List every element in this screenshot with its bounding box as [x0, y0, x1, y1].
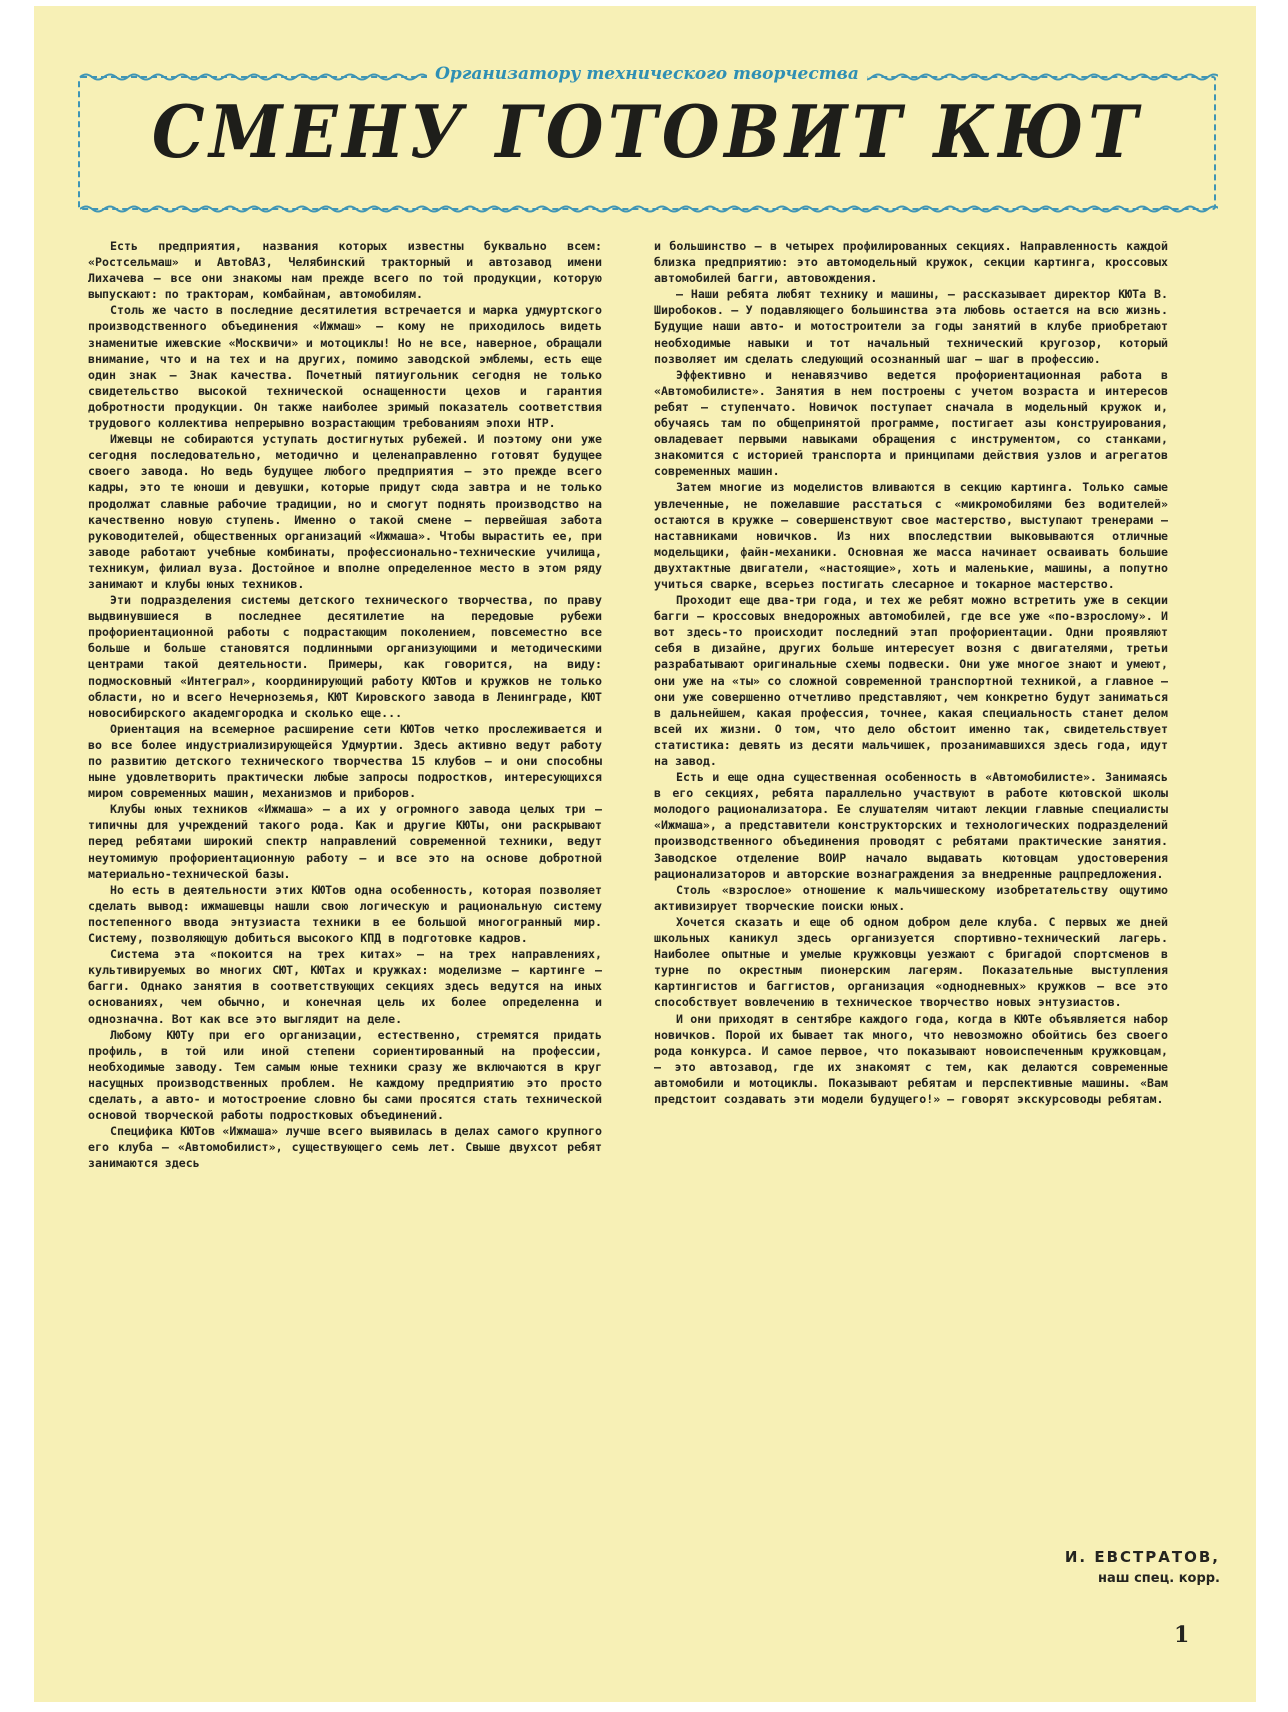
paragraph: Система эта «покоится на трех китах» — на трех направлениях, культивируемых во многих СЮТ, КЮТах и кружках: моделизме — картинге — багги. Однако занятия в соответствующих секциях здесь ведутся на иных основаниях, чем обычно, и конечная цель их более определенна и однозначна. Вот как все это выглядит на деле. [88, 947, 602, 1026]
paragraph: Столь «взрослое» отношение к мальчишескому изобретательству ощутимо активизирует творческие поиски юных. [654, 882, 1168, 913]
paragraph: Хочется сказать и еще об одном добром деле клуба. С первых же дней школьных каникул здесь организуется спортивно-технический лагерь. Наиболее опытные и умелые кружковцы уезжают с бригадой спортсменов в турне по окрестным пионерским лагерям. Показательные выступления картингистов и баггистов, организация «однодневных» кружков — все это способствует вовлечению в техническое творчество новых энтузиастов. [654, 914, 1168, 1010]
author-signature [854, 1546, 1220, 1590]
article-header-frame [78, 64, 1216, 210]
paragraph: Специфика КЮТов «Ижмаша» лучше всего выявилась в делах самого крупного его клуба — «Автомобилист», существующего семь лет. Свыше двухсот ребят занимаются здесь [88, 1124, 602, 1171]
paragraph: — Наши ребята любят технику и машины, — рассказывает директор КЮТа В. Широбоков. — У подавляющего большинства эта любовь остается на всю жизнь. Будущие наши авто- и мотостроители за годы занятий в клубе приобретают необходимые навыки и тот начальный технический кругозор, который позволяет им сделать следующий осознанный шаг — шаг в профессию. [654, 287, 1168, 366]
paragraph: Проходит еще два-три года, и тех же ребят можно встретить уже в секции багги — кроссовых внедорожных автомобилей, где все уже «по-взрослому». И вот здесь-то происходит последний этап профориентации. Одни проявляют себя в дизайне, других больше интересует возня с двигателями, третьи разрабатывают оригинальные схемы подвески. Они уже многое знают и умеют, они уже на «ты» со сложной современной транспортной техникой, а главное — они уже совершенно отчетливо представляют, чем конкретно будут заниматься в дальнейшем, какая профессия, точнее, какая специальность станет делом всей их жизни. О том, что дело обстоит именно так, свидетельствует статистика: девять из десяти мальчишек, прозанимавшихся здесь года, идут на завод. [654, 593, 1168, 768]
paragraph: Эти подразделения системы детского технического творчества, по праву выдвинувшиеся в последнее десятилетие на передовые рубежи профориентационной работы с подрастающим поколением, повсеместно все больше и больше становятся подлинными организующими и методическими центрами такой деятельности. Примеры, как говорится, на виду: подмосковный «Интеграл», координирующий работу КЮТов и кружков не только области, но и всего Нечерноземья, КЮТ Кировского завода в Ленинграде, КЮТ новосибирского академгородка и сколько еще... [88, 593, 602, 720]
author-name: И. ЕВСТРАТОВ, [1064, 1548, 1220, 1566]
paragraph-continuation: и большинство — в четырех профилированных секциях. Направленность каждой близка предприятию: это автомодельный кружок, секции картинга, кроссовых автомобилей багги, автовождения. [654, 239, 1168, 286]
page-number: 1 [1174, 1622, 1190, 1648]
rubric-title: Организатору технического творчества [427, 64, 867, 84]
rubric-line [80, 64, 1214, 84]
header-bottom-ornament [80, 204, 1218, 214]
magazine-page [34, 6, 1256, 1702]
paragraph: Клубы юных техников «Ижмаша» — а их у огромного завода целых три — типичны для учреждений такого рода. Как и другие КЮТы, они раскрывают перед ребятами широкий спектр направлений современной техники, ведут неутомимую профориентационную работу — и все это на основе добротной материально-технической базы. [88, 802, 602, 881]
author-title: наш спец. корр. [1098, 1571, 1220, 1586]
paragraph: Ориентация на всемерное расширение сети КЮТов четко прослеживается и во все более индустриализирующейся Удмуртии. Здесь активно ведут работу по развитию детского технического творчества 15 клубов — и они способны ныне удовлетворить практически любые запросы подростков, интересующихся миром современных машин, механизмов и приборов. [88, 721, 602, 801]
paragraph: Есть предприятия, названия которых известны буквально всем: «Ростсельмаш» и АвтоВАЗ, Челябинский тракторный и автозавод имени Лихачева — все они знакомы нам прежде всего по той продукции, которую выпускают: по тракторам, комбайнам, автомобилям. [88, 239, 602, 302]
paragraph: Есть и еще одна существенная особенность в «Автомобилисте». Занимаясь в его секциях, ребята параллельно участвуют в работе кютовской школы молодого рационализатора. Ее слушателям читают лекции главные специалисты «Ижмаша», а представители конструкторских и технологических подразделений производственного объединения проводят с ребятами практические занятия. Заводское отделение ВОИР начало выдавать кютовцам удостоверения рационализаторов и авторские вознаграждения за внедренные рацпредложения. [654, 770, 1168, 881]
article-right-column [654, 238, 1168, 1107]
paragraph: Ижевцы не собираются уступать достигнутых рубежей. И поэтому они уже сегодня последовательно, методично и целенаправленно готовят будущее своего завода. Но ведь будущее любого предприятия — это прежде всего кадры, это те юноши и девушки, которые придут сюда завтра и не только продолжат славные рабочие традиции, но и смогут поднять производство на качественно новую ступень. Именно о такой смене — первейшая забота руководителей, общественных организаций «Ижмаша». Чтобы вырастить ее, при заводе работают учебные комбинаты, профессионально-технические училища, техникум, филиал вуза. Достойное и вполне определенное место в этом ряду занимают и клубы юных техников. [88, 432, 602, 591]
paragraph: Эффективно и ненавязчиво ведется профориентационная работа в «Автомобилисте». Занятия в нем построены с учетом возраста и интересов ребят — ступенчато. Новичок поступает сначала в модельный кружок и, обучаясь там по общепринятой программе, постигает азы конструирования, овладевает первыми навыками обращения с инструментом, со станками, знакомится с историей транспорта и принципами действия узлов и агрегатов современных машин. [654, 367, 1168, 479]
article-headline: СМЕНУ ГОТОВИТ КЮТ [151, 89, 1143, 174]
paragraph: Любому КЮТу при его организации, естественно, стремятся придать профиль, в той или иной степени сориентированный на профессии, необходимые заводу. Тем самым юные техники сразу же включаются в круг насущных производственных проблем. Не каждому предприятию это просто сделать, а авто- и мотостроение словно бы сами просятся стать технической основой творческой работы подростковых объединений. [88, 1027, 602, 1123]
paragraph: И они приходят в сентябре каждого года, когда в КЮТе объявляется набор новичков. Порой их бывает так много, что невозможно обойтись без своего рода конкурса. И самое первое, что показывают новоиспеченным кружковцам, — это автозавод, где их знакомят с тем, как делаются современные автомобили и мотоциклы. Показывают ребятам и перспективные машины. «Вам предстоит создавать эти модели будущего!» — говорят экскурсоводы ребятам. [654, 1011, 1168, 1106]
article-left-column [88, 238, 602, 1171]
paragraph: Столь же часто в последние десятилетия встречается и марка удмуртского производственного объединения «Ижмаш» — кому не приходилось видеть знаменитые ижевские «Москвичи» и мотоциклы! Но не все, наверное, обращали внимание, что и на тех и на других, помимо заводской эмблемы, есть еще один знак — Знак качества. Почетный пятиугольник сегодня не только свидетельство высокой технической оснащенности цехов и гарантия добротности продукции. Он также наиболее зримый показатель соответствия трудового коллектива непрерывно возрастающим требованиям эпохи НТР. [88, 303, 602, 431]
paragraph: Но есть в деятельности этих КЮТов одна особенность, которая позволяет сделать вывод: ижмашевцы нашли свою логическую и рациональную систему постепенного ввода энтузиаста техники в ее большой многогранный мир. Систему, позволяющую добиться высокого КПД в подготовке кадров. [88, 882, 602, 946]
paragraph: Затем многие из моделистов вливаются в секцию картинга. Только самые увлеченные, не пожелавшие расстаться с «микромобилями без водителей» остаются в кружке — совершенствуют свое мастерство, выступают тренерами — наставниками новичков. Из них впоследствии выковываются отличные модельщики, файн-механики. Основная же масса начинает осваивать большие двухтактные двигатели, «настоящие», хоть и маленькие, машины, а попутно учиться сварке, всерьез постигать слесарное и токарное мастерство. [654, 480, 1168, 591]
